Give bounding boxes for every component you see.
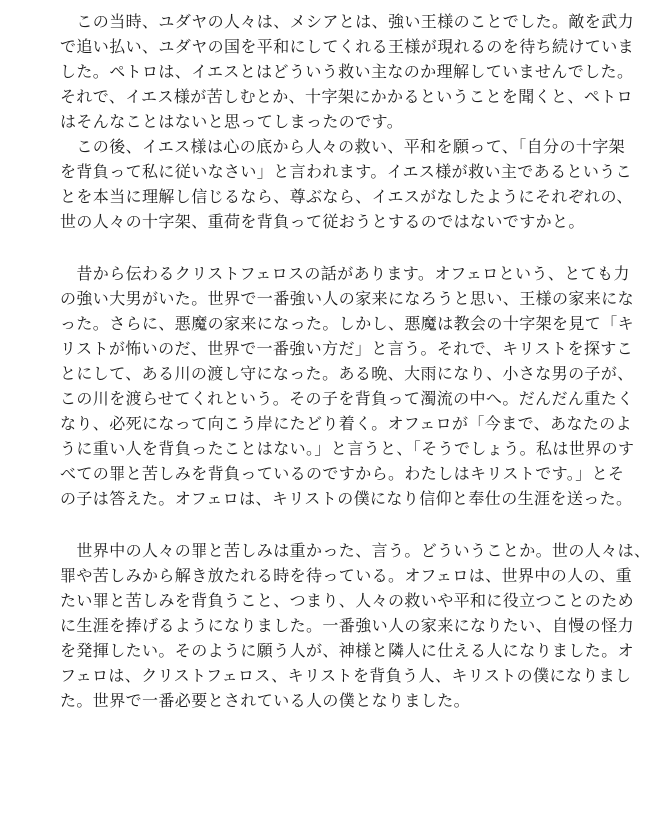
text-line: た。世界で一番必要とされている人の僕となりました。 bbox=[60, 691, 471, 710]
text-line: 世の人々の十字架、重荷を背負って従おうとするのではないですかと。 bbox=[60, 212, 585, 231]
text-line: フェロは、クリストフェロス、キリストを背負う人、キリストの僕になりまし bbox=[60, 666, 632, 685]
text-line: この川を渡らせてくれという。その子を背負って濁流の中へ。だんだん重たく bbox=[60, 389, 634, 408]
text-line: した。ペトロは、イエスとはどういう救い主なのか理解していませんでした。 bbox=[60, 62, 634, 81]
paragraph-4 bbox=[60, 538, 653, 713]
paragraph-2 bbox=[60, 134, 653, 234]
text-line: この当時、ユダヤの人々は、メシアとは、強い王様のことでした。敵を武力 bbox=[60, 12, 635, 31]
text-line: べての罪と苦しみを背負っているのですから。わたしはキリストです。」とそ bbox=[60, 464, 625, 483]
text-line: うに重い人を背負ったことはない。」と言うと、「そうでしょう。私は世界のす bbox=[60, 439, 635, 458]
text-line: 世界中の人々の罪と苦しみは重かった、言う。どういうことか。世の人々は、 bbox=[60, 541, 651, 560]
text-line: この後、イエス様は心の底から人々の救い、平和を願って、「自分の十字架 bbox=[60, 137, 626, 156]
text-line: の強い大男がいた。世界で一番強い人の家来になろうと思い、王様の家来にな bbox=[60, 289, 635, 308]
text-line: とを本当に理解し信じるなら、尊ぶなら、イエスがなしたようにそれぞれの、 bbox=[60, 187, 633, 206]
text-line: なり、必死になって向こう岸にたどり着く。オフェロが「今まで、あなたのよ bbox=[60, 414, 633, 433]
text-line: とにして、ある川の渡し守になった。ある晩、大雨になり、小さな男の子が、 bbox=[60, 364, 634, 383]
text-line: を背負って私に従いなさい」と言われます。イエス様が救い主であるというこ bbox=[60, 162, 633, 181]
text-line: はそんなことはないと思ってしまったのです。 bbox=[60, 112, 404, 131]
text-line: 昔から伝わるクリストフェロスの話があります。オフェロという、とても力 bbox=[60, 264, 630, 283]
text-line: たい罪と苦しみを背負うこと、つまり、人々の救いや平和に役立つことのため bbox=[60, 591, 635, 610]
paragraph-1 bbox=[60, 9, 653, 134]
text-line: に生涯を捧げるようになりました。一番強い人の家来になりたい、自慢の怪力 bbox=[60, 616, 635, 635]
text-line: った。さらに、悪魔の家来になった。しかし、悪魔は教会の十字架を見て「キ bbox=[60, 314, 635, 333]
text-line: を発揮したい。そのように願う人が、神様と隣人に仕える人になりました。オ bbox=[60, 641, 635, 660]
paragraph-spacer bbox=[60, 511, 653, 538]
text-line: リストが怖いのだ、世界で一番強い方だ」と言う。それで、キリストを探すこ bbox=[60, 339, 634, 358]
text-line: それで、イエス様が苦しむとか、十字架にかかるということを聞くと、ペトロ bbox=[60, 87, 634, 106]
text-line: で追い払い、ユダヤの国を平和にしてくれる王様が現れるのを待ち続けていま bbox=[60, 37, 635, 56]
text-line: 罪や苦しみから解き放たれる時を待っている。オフェロは、世界中の人の、重 bbox=[60, 566, 633, 585]
paragraph-3 bbox=[60, 261, 653, 511]
text-line: の子は答えた。オフェロは、キリストの僕になり信仰と奉仕の生涯を送った。 bbox=[60, 489, 633, 508]
paragraph-spacer bbox=[60, 234, 653, 261]
